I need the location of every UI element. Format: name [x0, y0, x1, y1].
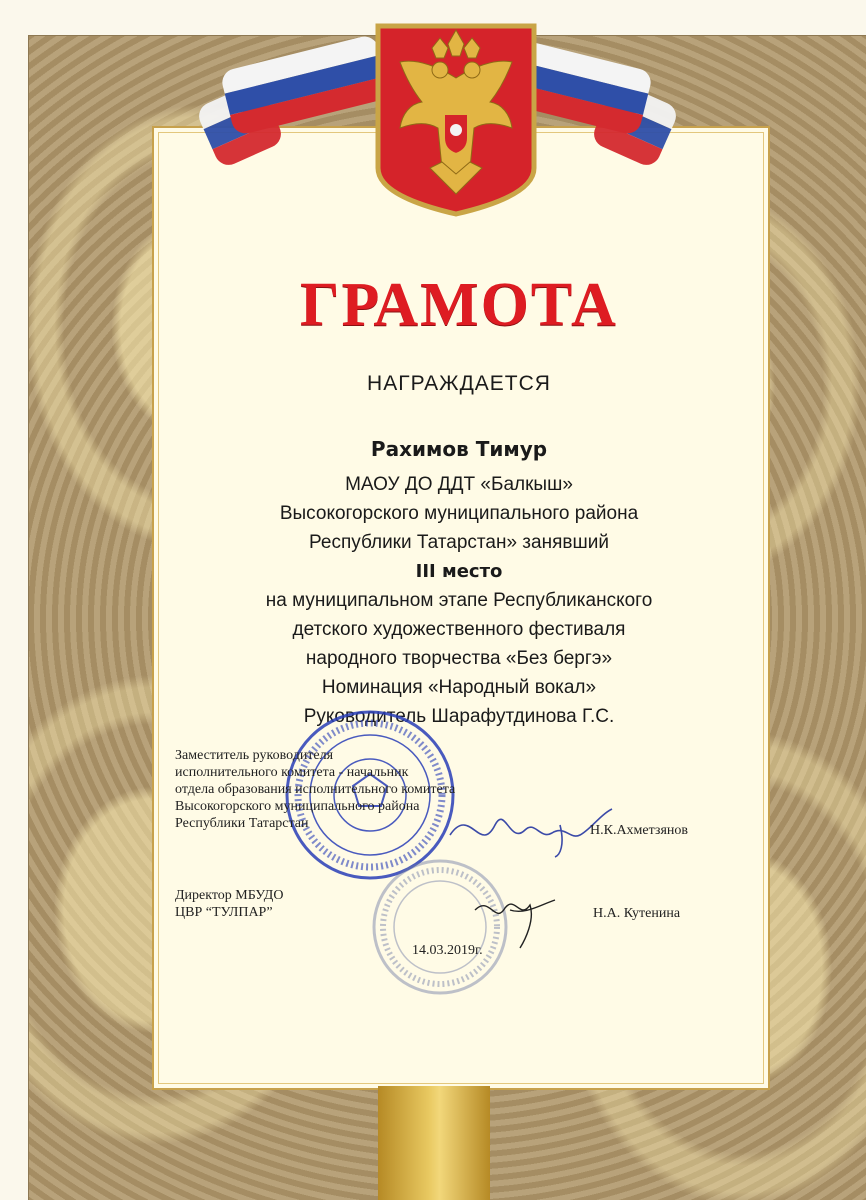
gold-strip — [378, 1086, 490, 1200]
award-line: народного творчества «Без бергэ» — [305, 648, 613, 669]
award-text — [152, 470, 766, 731]
signatory-line: Заместитель руководителя — [175, 748, 334, 763]
signatory-line: Директор МБУДО — [175, 888, 284, 903]
signatory-line: Высокогорского муниципального района — [175, 799, 420, 814]
signatory-2-title — [175, 887, 375, 921]
award-subtitle: НАГРАЖДАЕТСЯ — [367, 372, 551, 395]
certificate-title: ГРАМОТА — [300, 271, 618, 339]
signatory-line: отдела образования исполнительного комитета — [175, 782, 456, 797]
handwritten-signature — [470, 890, 560, 950]
award-line: Высокогорского муниципального района — [279, 503, 639, 524]
issue-date: 14.03.2019г. — [412, 943, 483, 958]
award-line: Республики Татарстан» занявший — [309, 532, 609, 553]
award-line: Руководитель Шарафутдинова Г.С. — [303, 706, 615, 727]
award-line: МАОУ ДО ДДТ «Балкыш» — [345, 474, 573, 495]
signatory-line: Республики Татарстан — [175, 816, 309, 831]
award-line: Номинация «Народный вокал» — [321, 677, 597, 698]
signatory-1-name: Н.К.Ахметзянов — [590, 823, 688, 838]
award-line: на муниципальном этапе Республиканского — [265, 590, 653, 611]
coat-of-arms-icon — [370, 18, 542, 218]
signatory-line: ЦВР “ТУЛПАР” — [175, 905, 273, 920]
signatory-line: исполнительного комитета - начальник — [175, 765, 409, 780]
award-line: детского художественного фестиваля — [292, 619, 626, 640]
award-place: III место — [415, 561, 503, 582]
signatory-2-name: Н.А. Кутенина — [593, 906, 681, 921]
signatory-1-title — [175, 747, 575, 832]
recipient-name: Рахимов Тимур — [370, 437, 548, 461]
